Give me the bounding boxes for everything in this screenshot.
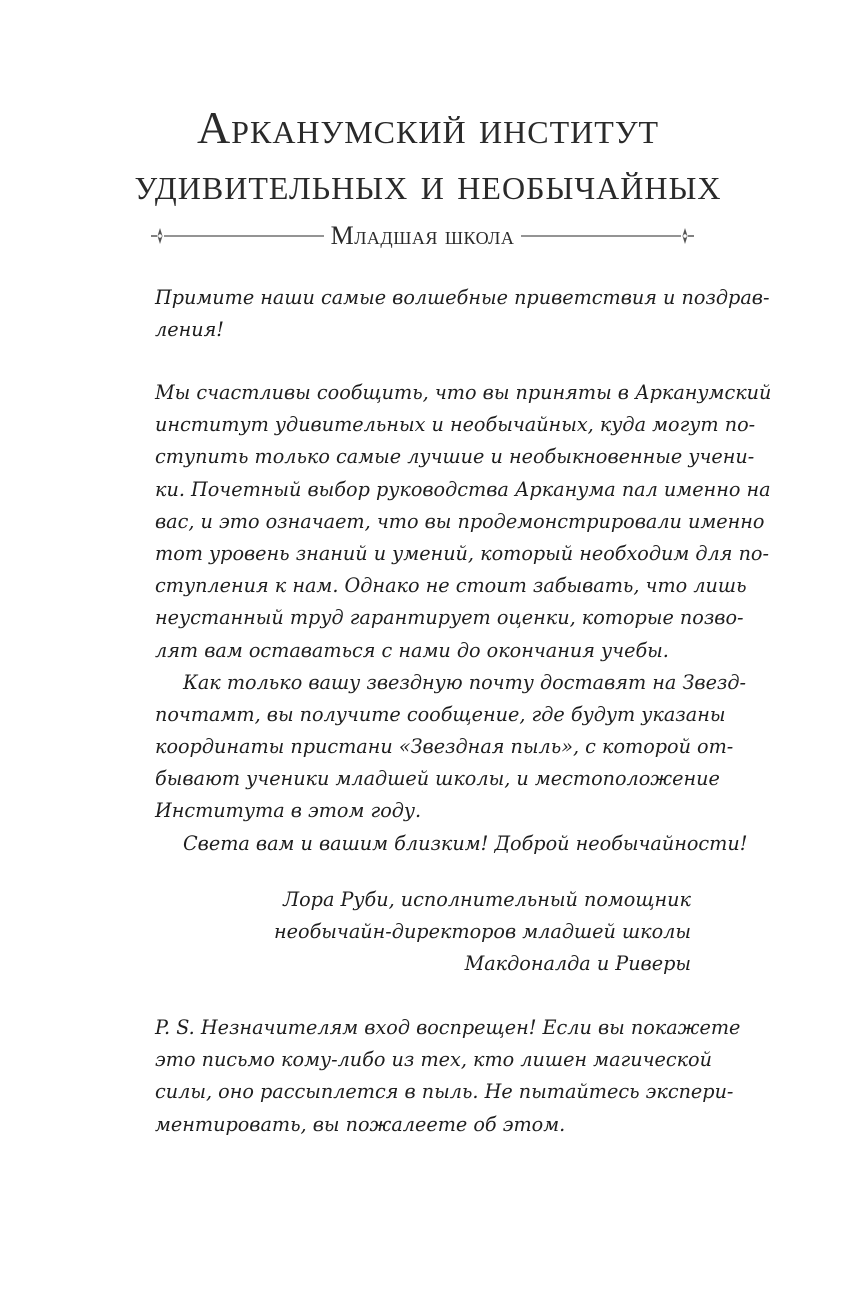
greeting-line: Примите наши самые волшебные приветствия и поздрав- (155, 286, 770, 309)
body-line: ступить только самые лучшие и необыкновенные учени- (155, 445, 755, 469)
postscript-line: ментировать, вы пожалеете об этом. (155, 1112, 566, 1136)
body-line: тот уровень знаний и умений, который необходим для по- (155, 541, 769, 565)
signature-line: Макдоналда и Риверы (464, 952, 691, 976)
subtitle-row (150, 218, 695, 254)
page-title-line-2: удивительных и необычайных (134, 158, 722, 209)
body-line: вас, и это означает, что вы продемонстрировали именно (155, 509, 765, 533)
signature-line: Лора Руби, исполнительный помощник (283, 888, 691, 911)
body-line: ки. Почетный выбор руководства Арканума пал именно на (155, 477, 771, 501)
body-line: бывают ученики младшей школы, и местоположение (155, 767, 720, 791)
body-line: Института в этом году. (155, 799, 422, 823)
page-title-line-1: Арканумский институт (196, 102, 660, 153)
postscript-line: P. S. Незначителям вход воспрещен! Если вы покажете (155, 1016, 741, 1039)
postscript-paragraph (155, 1012, 741, 1141)
greeting-line: ления! (155, 318, 224, 342)
body-line: неустанный труд гарантирует оценки, которые позво- (155, 606, 744, 630)
body-line: лят вам оставаться с нами до окончания учебы. (155, 638, 669, 662)
body-line: почтамт, вы получите сообщение, где будут указаны (155, 702, 726, 726)
subtitle: Младшая школа (330, 221, 515, 250)
postscript-line: это письмо кому-либо из тех, кто лишен магической (155, 1048, 712, 1072)
body-line: координаты пристани «Звездная пыль», с которой от- (155, 735, 734, 759)
body-line: Как только вашу звездную почту доставят на Звезд- (183, 670, 747, 694)
postscript-line: силы, оно рассыплется в пыль. Не пытайтесь экспери- (155, 1080, 734, 1104)
body-line: институт удивительных и необычайных, куда могут по- (155, 413, 756, 437)
greeting-paragraph (155, 282, 770, 346)
right-ornament-icon (517, 224, 695, 248)
body-line: Мы счастливы сообщить, что вы приняты в Арканумский (155, 381, 772, 404)
signature-block (155, 884, 691, 981)
left-ornament-icon (150, 224, 328, 248)
body-line: Света вам и вашим близким! Доброй необычайности! (183, 831, 748, 855)
signature-line: необычайн-директоров младшей школы (274, 920, 691, 944)
body-text (155, 377, 772, 860)
body-line: ступления к нам. Однако не стоит забывать, что лишь (155, 574, 747, 598)
